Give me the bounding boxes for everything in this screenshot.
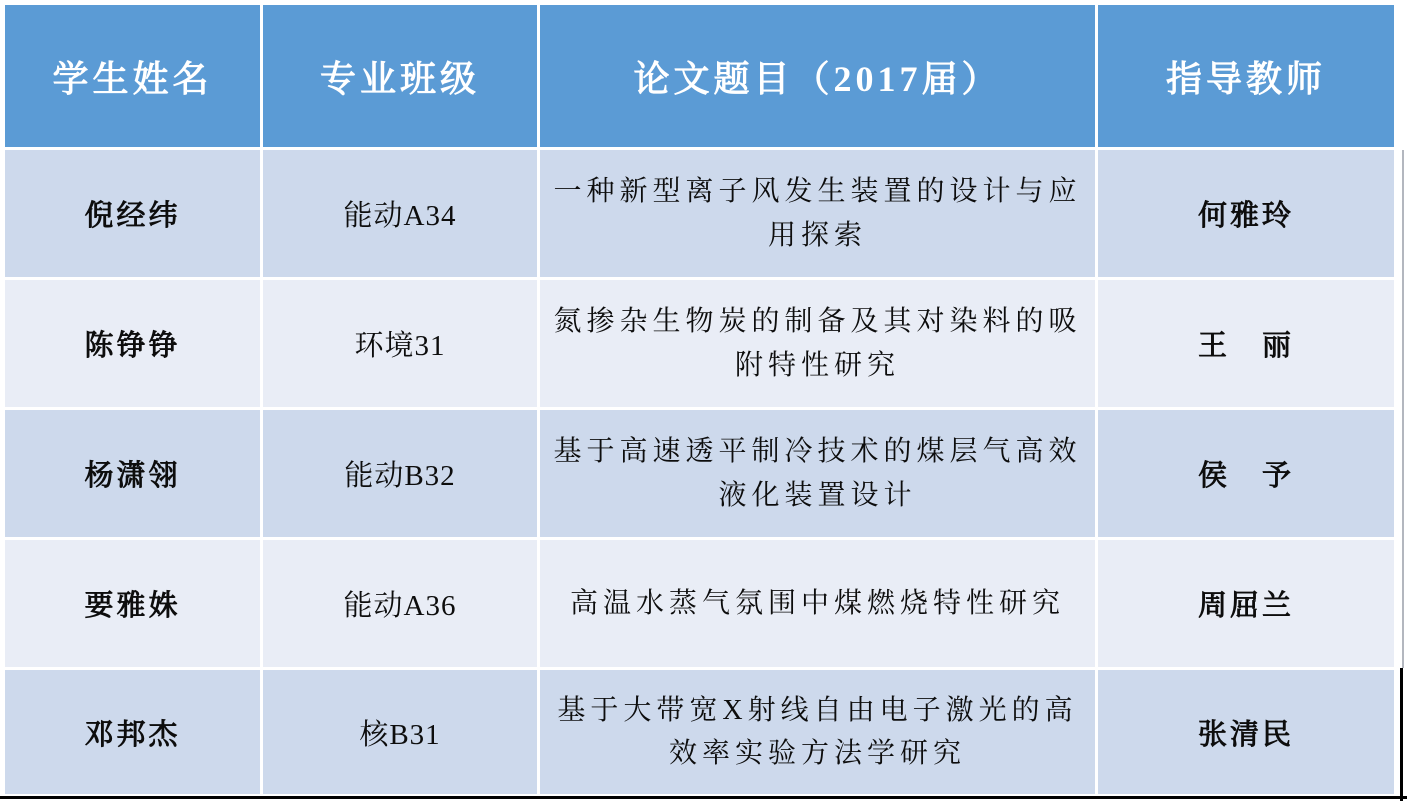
cell-student-name: 杨潇翎 [5,410,260,537]
cell-student-name: 陈铮铮 [5,280,260,407]
cell-advisor: 侯 予 [1098,410,1394,537]
cell-major-class: 能动A36 [263,540,537,667]
screen-right-edge-shadow [1400,668,1403,801]
screen-right-edge-line [1402,150,1404,668]
cell-student-name: 要雅姝 [5,540,260,667]
cell-advisor: 王 丽 [1098,280,1394,407]
cell-thesis-title: 基于大带宽X射线自由电子激光的高效率实验方法学研究 [540,670,1095,794]
cell-thesis-title: 氮掺杂生物炭的制备及其对染料的吸附特性研究 [540,280,1095,407]
cell-major-class: 能动B32 [263,410,537,537]
header-cell-major-class: 专业班级 [263,5,537,147]
header-cell-student-name: 学生姓名 [5,5,260,147]
cell-advisor: 张清民 [1098,670,1394,794]
cell-major-class: 环境31 [263,280,537,407]
cell-thesis-title: 高温水蒸气氛围中煤燃烧特性研究 [540,540,1095,667]
screen-bottom-edge-line [0,796,1407,799]
cell-student-name: 邓邦杰 [5,670,260,794]
cell-thesis-title: 一种新型离子风发生装置的设计与应用探索 [540,150,1095,277]
cell-major-class: 核B31 [263,670,537,794]
header-cell-advisor: 指导教师 [1098,5,1394,147]
cell-thesis-title: 基于高速透平制冷技术的煤层气高效液化装置设计 [540,410,1095,537]
thesis-assignment-table [5,5,1394,794]
cell-student-name: 倪经纬 [5,150,260,277]
header-cell-thesis-title: 论文题目（2017届） [540,5,1095,147]
cell-major-class: 能动A34 [263,150,537,277]
cell-advisor: 何雅玲 [1098,150,1394,277]
cell-advisor: 周屈兰 [1098,540,1394,667]
